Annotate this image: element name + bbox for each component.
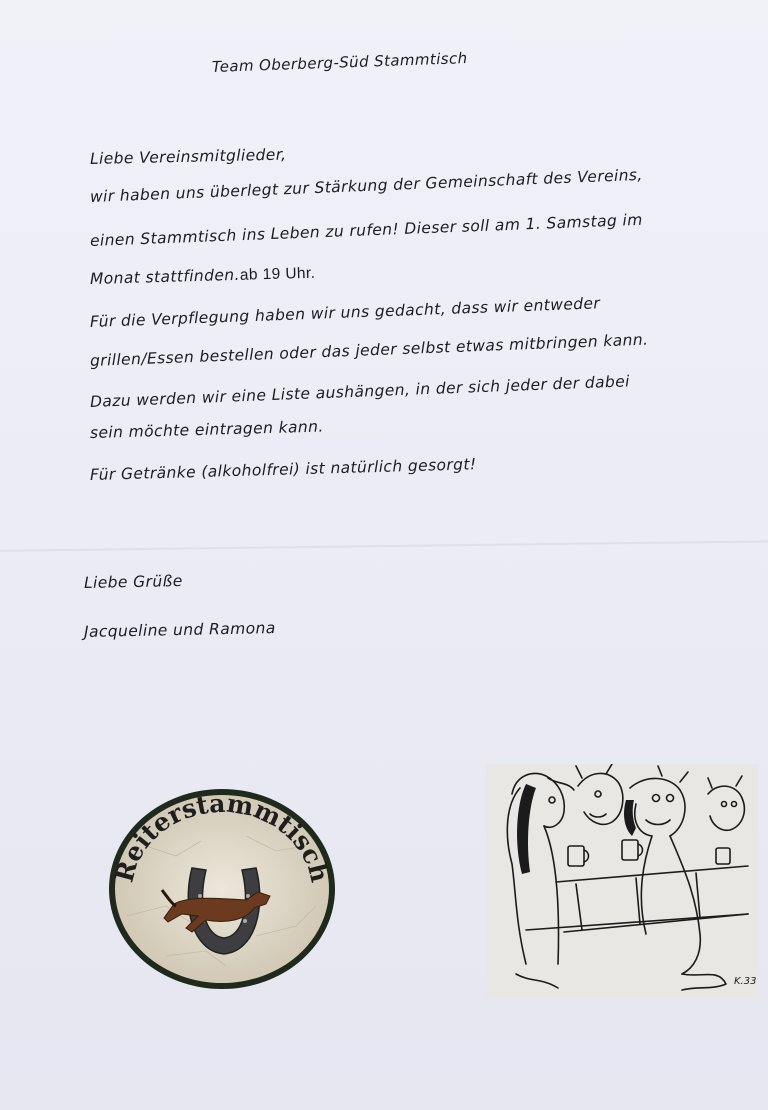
horses-at-bar-cartoon [486, 764, 758, 998]
paper-fold [0, 540, 768, 552]
body-line-3-text: Monat stattfinden. [89, 265, 241, 288]
body-line-6: Dazu werden wir eine Liste aushängen, in der sich jeder der dabei [89, 372, 631, 411]
closing: Liebe Grüße [83, 571, 183, 592]
greeting: Liebe Vereinsmitglieder, [89, 145, 287, 168]
letter-title: Team Oberberg-Süd Stammtisch [211, 49, 468, 76]
body-line-5: grillen/Essen bestellen oder das jeder selbst etwas mitbringen kann. [89, 330, 649, 370]
body-line-2: einen Stammtisch ins Leben zu rufen! Dieser soll am 1. Samstag im [89, 210, 644, 250]
logo-text: Reiterstammtisch [109, 788, 335, 886]
reiterstammtisch-logo [106, 786, 338, 992]
signature: Jacqueline und Ramona [83, 618, 276, 641]
cartoon-signature: K.33 [734, 976, 757, 987]
body-line-1: wir haben uns überlegt zur Stärkung der Gemeinschaft des Vereins, [89, 165, 644, 206]
body-line-3 [90, 264, 316, 289]
body-line-3-time: ab 19 Uhr. [239, 264, 316, 284]
body-line-7: sein möchte eintragen kann. [89, 417, 324, 442]
body-line-4: Für die Verpflegung haben wir uns gedacht, dass wir entweder [89, 294, 601, 331]
body-line-8: Für Getränke (alkoholfrei) ist natürlich gesorgt! [89, 455, 477, 484]
